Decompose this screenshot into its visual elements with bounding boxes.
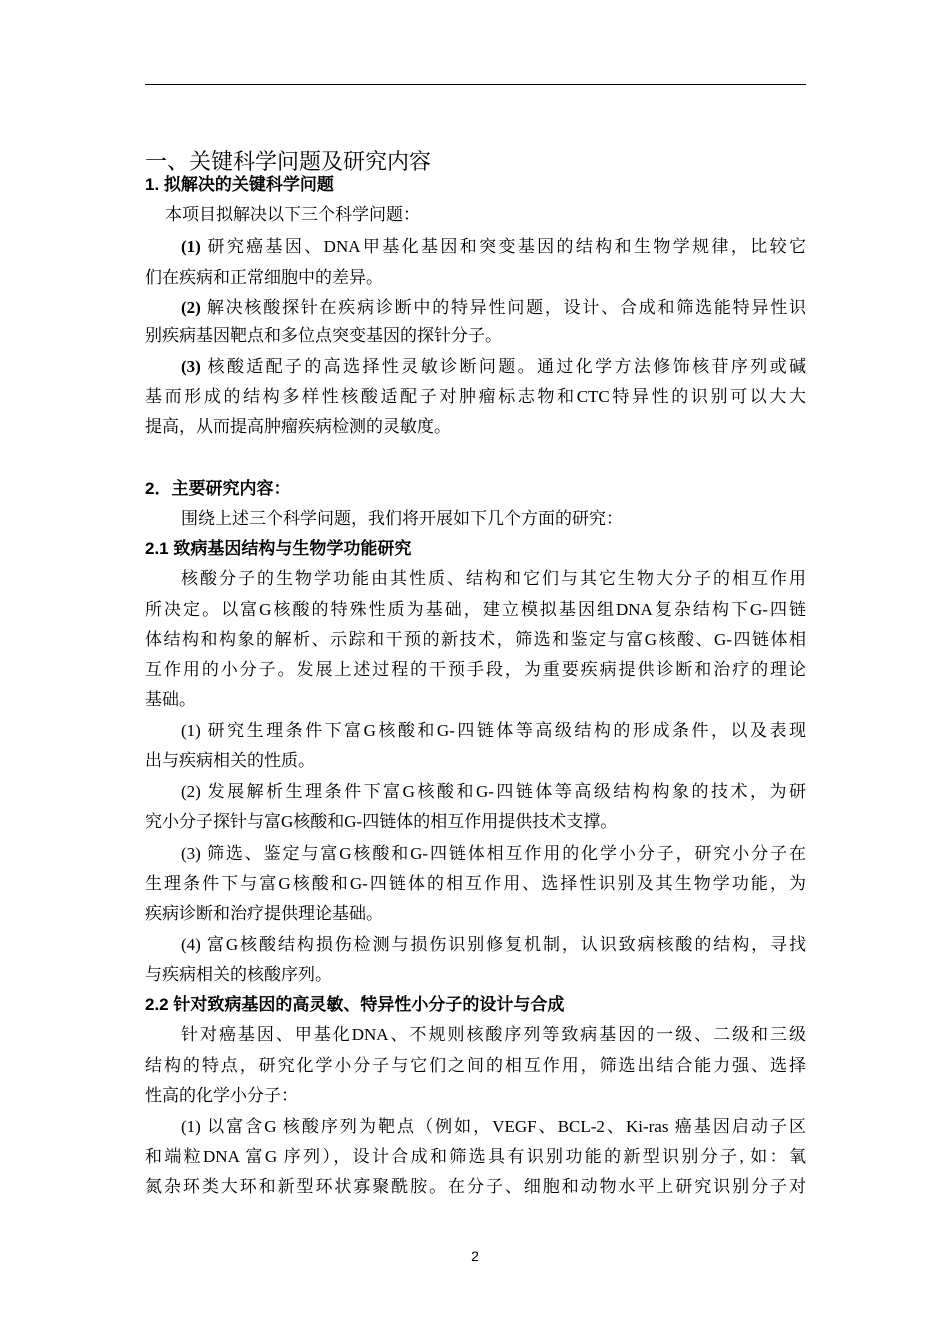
s2-1-item-4-line-2: 与疾病相关的核酸序列。 <box>145 965 332 984</box>
s2-1-item-3-line-3: 疾病诊断和治疗提供理论基础。 <box>145 904 383 923</box>
s2-1-item-2-line-2: 究小分子探针与富G核酸和G-四链体的相互作用提供技术支撑。 <box>145 812 618 831</box>
header-rule <box>145 84 806 85</box>
s2-2-item-1-line-2: 和端粒DNA 富G 序列），设计合成和筛选具有识别功能的新型识别分子, 如：氧 <box>145 1147 806 1166</box>
s1-item-3-line-2: 基而形成的结构多样性核酸适配子对肿瘤标志物和CTC特异性的识别可以大大 <box>145 387 806 406</box>
section-title: 一、关键科学问题及研究内容 <box>145 149 432 174</box>
s2-1-item-3-line-2: 生理条件下与富G核酸和G-四链体的相互作用、选择性识别及其生物学功能，为 <box>145 874 806 893</box>
s2-1-item-1-line-2: 出与疾病相关的性质。 <box>145 751 315 770</box>
s2-2-para-line-1: 针对癌基因、甲基化DNA、不规则核酸序列等致病基因的一级、二级和三级 <box>181 1025 806 1044</box>
s2-2-item-1-line-3: 氮杂环类大环和新型环状寡聚酰胺。在分子、细胞和动物水平上研究识别分子对 <box>145 1177 806 1196</box>
s2-intro: 围绕上述三个科学问题，我们将开展如下几个方面的研究： <box>181 509 623 528</box>
s2-heading: 2．主要研究内容： <box>145 479 291 498</box>
s1-item-2-line-1: (2) 解决核酸探针在疾病诊断中的特异性问题，设计、合成和筛选能特异性识 <box>181 298 806 317</box>
s2-1-item-1-line-1: (1) 研究生理条件下富G核酸和G-四链体等高级结构的形成条件，以及表现 <box>181 721 806 740</box>
s1-heading: 1. 拟解决的关键科学问题 <box>145 175 334 194</box>
s2-2-item-1-line-1: (1) 以富含G 核酸序列为靶点（例如，VEGF、BCL-2、Ki-ras 癌基因启动子区 <box>181 1117 806 1136</box>
s1-item-3-line-1: (3) 核酸适配子的高选择性灵敏诊断问题。通过化学方法修饰核苷序列或碱 <box>181 357 806 376</box>
s2-2-para-line-3: 性高的化学小分子： <box>145 1086 298 1105</box>
s1-intro: 本项目拟解决以下三个科学问题： <box>165 205 420 224</box>
s1-item-1-line-2: 们在疾病和正常细胞中的差异。 <box>145 268 383 287</box>
s2-1-para-line-2: 所决定。以富G核酸的特殊性质为基础，建立模拟基因组DNA复杂结构下G-四链 <box>145 600 806 619</box>
page-number: 2 <box>471 1248 479 1264</box>
s2-2-para-line-2: 结构的特点，研究化学小分子与它们之间的相互作用，筛选出结合能力强、选择 <box>145 1056 806 1075</box>
s2-2-heading: 2.2 针对致病基因的高灵敏、特异性小分子的设计与合成 <box>145 995 565 1014</box>
s2-1-item-3-line-1: (3) 筛选、鉴定与富G核酸和G-四链体相互作用的化学小分子，研究小分子在 <box>181 844 806 863</box>
s2-1-para-line-1: 核酸分子的生物学功能由其性质、结构和它们与其它生物大分子的相互作用 <box>181 569 806 588</box>
s2-1-item-4-line-1: (4) 富G核酸结构损伤检测与损伤识别修复机制，认识致病核酸的结构，寻找 <box>181 935 806 954</box>
s2-1-heading: 2.1 致病基因结构与生物学功能研究 <box>145 539 412 558</box>
s1-item-3-line-3: 提高，从而提高肿瘤疾病检测的灵敏度。 <box>145 417 451 436</box>
s2-1-item-2-line-1: (2) 发展解析生理条件下富G核酸和G-四链体等高级结构构象的技术，为研 <box>181 782 806 801</box>
s1-item-1-line-1: (1) 研究癌基因、DNA甲基化基因和突变基因的结构和生物学规律，比较它 <box>181 237 806 256</box>
s2-1-para-line-5: 基础。 <box>145 690 196 709</box>
s1-item-2-line-2: 别疾病基因靶点和多位点突变基因的探针分子。 <box>145 326 502 345</box>
s2-1-para-line-3: 体结构和构象的解析、示踪和干预的新技术，筛选和鉴定与富G核酸、G-四链体相 <box>145 630 806 649</box>
s2-1-para-line-4: 互作用的小分子。发展上述过程的干预手段，为重要疾病提供诊断和治疗的理论 <box>145 660 806 679</box>
